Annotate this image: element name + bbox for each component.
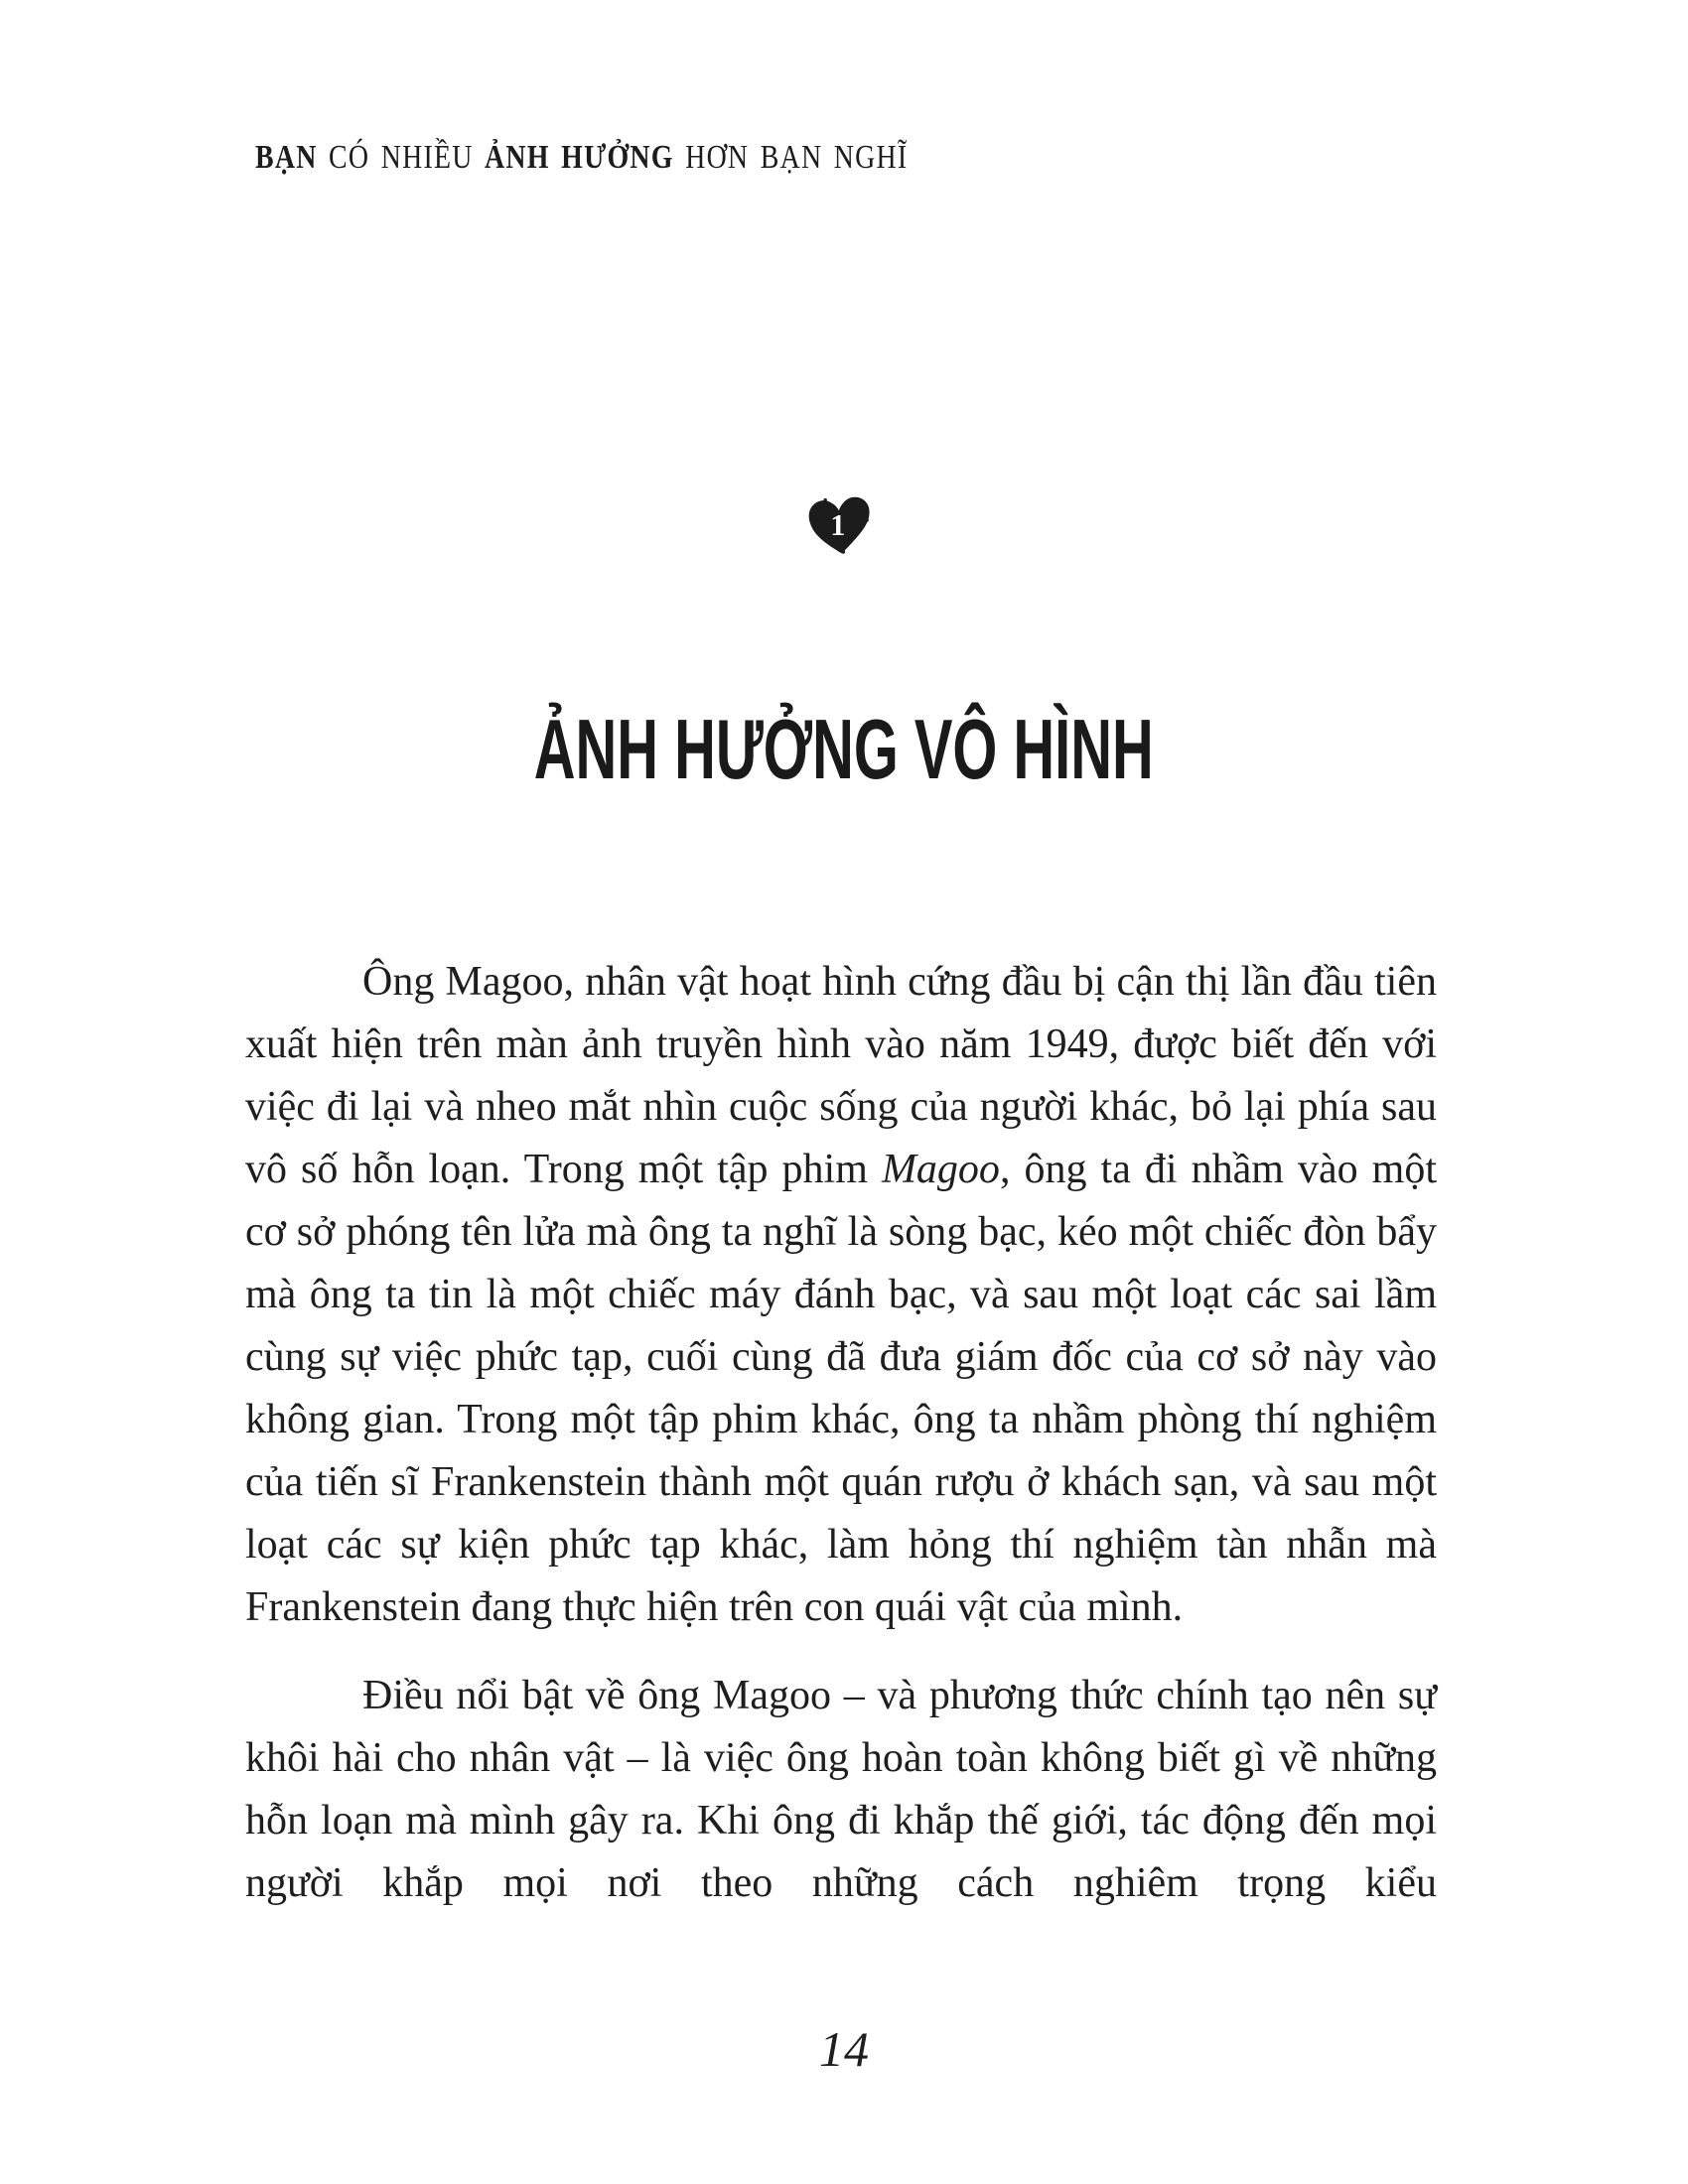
paragraph-text: Điều nổi bật về ông Magoo – và phương thức chính tạo nên sự khôi hài cho nhân vật – là việc ông hoàn toàn không biết gì về những hỗn loạn mà mình gây ra. Khi ông đi khắp thế giới, tác động đến mọi người khắp mọi nơi theo những cách nghiêm trọng kiểu	[245, 1673, 1437, 1906]
paragraph	[245, 1665, 1437, 1915]
chapter-heart	[804, 490, 876, 558]
body-text	[245, 951, 1437, 1915]
running-head-segment: BẠN	[255, 139, 318, 176]
chapter-title	[0, 702, 1688, 797]
running-head-text	[255, 138, 908, 178]
running-head-segment: HƠN BẠN NGHĨ	[673, 139, 909, 176]
page-number: 14	[819, 2021, 869, 2077]
chapter-number: 1	[830, 507, 846, 542]
paragraph	[245, 951, 1437, 1639]
running-head-segment: CÓ NHIỀU	[317, 139, 486, 176]
heart-icon	[804, 490, 876, 558]
running-head-segment: ẢNH HƯỞNG	[485, 139, 674, 176]
running-head	[255, 138, 1052, 178]
paragraph-text: Ông Magoo, nhân vật hoạt hình cứng đầu bị cận thị lần đầu tiên xuất hiện trên màn ảnh truyền hình vào năm 1949, được biết đến với việc đi lại và nheo mắt nhìn cuộc sống của người khác, bỏ lại phía sau vô số hỗn loạn. Trong một tập phim	[245, 959, 1437, 1192]
paragraph-text: , ông ta đi nhầm vào một cơ sở phóng tên lửa mà ông ta nghĩ là sòng bạc, kéo một chiếc đòn bẩy mà ông ta tin là một chiếc máy đánh bạc, và sau một loạt các sai lầm cùng sự việc phức tạp, cuối cùng đã đưa giám đốc của cơ sở này vào không gian. Trong một tập phim khác, ông ta nhầm phòng thí nghiệm của tiến sĩ Frankenstein thành một quán rượu ở khách sạn, và sau một loạt các sự kiện phức tạp khác, làm hỏng thí nghiệm tàn nhẫn mà Frankenstein đang thực hiện trên con quái vật của mình.	[245, 1147, 1437, 1630]
chapter-title-text: ẢNH HƯỞNG VÔ HÌNH	[534, 702, 1154, 797]
italic-text: Magoo	[881, 1147, 1000, 1192]
